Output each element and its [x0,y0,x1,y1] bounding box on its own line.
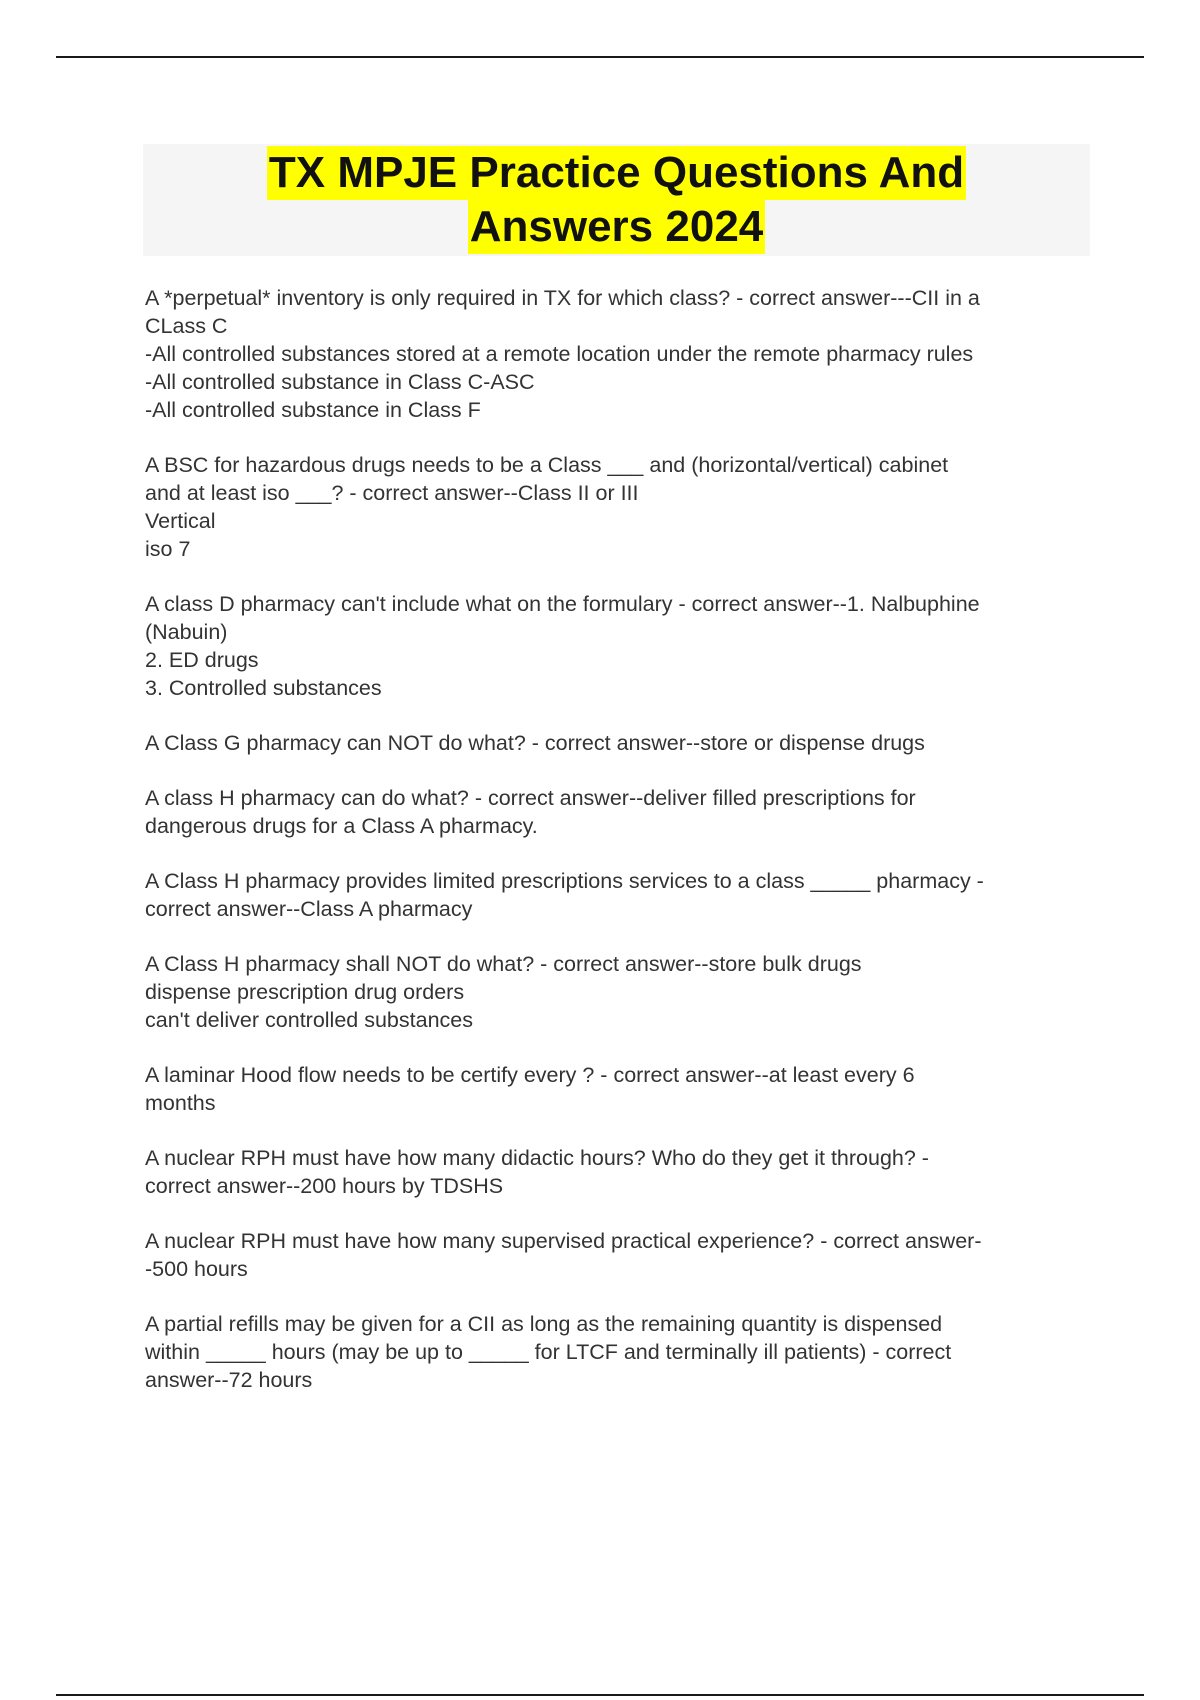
qa-entry [145,1310,1095,1394]
qa-question-line: A Class G pharmacy can NOT do what? - correct answer--store or dispense drugs [145,731,925,755]
footer-rule [56,1694,1144,1696]
qa-entry [145,729,1095,757]
qa-entry [145,1227,1095,1283]
qa-entry [145,1144,1095,1200]
qa-question-line: A partial refills may be given for a CII as long as the remaining quantity is dispensed [145,1312,943,1336]
qa-answer-line: iso 7 [145,537,191,561]
qa-answer-line: within _____ hours (may be up to _____ for LTCF and terminally ill patients) - correct [145,1340,952,1364]
qa-answer-line: correct answer--200 hours by TDSHS [145,1174,504,1198]
qa-question-line: A Class H pharmacy provides limited prescriptions services to a class _____ pharmacy - [145,869,984,893]
qa-answer-line: 2. ED drugs [145,648,259,672]
qa-answer-line: -All controlled substance in Class C-ASC [145,370,535,394]
qa-answer-line: -All controlled substance in Class F [145,398,481,422]
qa-answer-line: dispense prescription drug orders [145,980,465,1004]
header-rule [56,56,1144,58]
title-block [143,144,1090,256]
qa-question-line: A nuclear RPH must have how many didactic hours? Who do they get it through? - [145,1146,929,1170]
qa-question-line: A class D pharmacy can't include what on the formulary - correct answer--1. Nalbuphine [145,592,980,616]
qa-answer-line: 3. Controlled substances [145,676,382,700]
qa-answer-line: -500 hours [145,1257,248,1281]
qa-question-line: A BSC for hazardous drugs needs to be a Class ___ and (horizontal/vertical) cabinet [145,453,949,477]
qa-answer-line: CLass C [145,314,228,338]
qa-entry [145,590,1095,702]
qa-answer-line: months [145,1091,216,1115]
qa-answer-line: Vertical [145,509,216,533]
qa-entry [145,950,1095,1034]
qa-question-line: A *perpetual* inventory is only required in TX for which class? - correct answer---CII in a [145,286,980,310]
qa-answer-line: answer--72 hours [145,1368,313,1392]
qa-list [145,284,1095,1421]
qa-question-line: A Class H pharmacy shall NOT do what? - correct answer--store bulk drugs [145,952,862,976]
qa-question-line: A laminar Hood flow needs to be certify every ? - correct answer--at least every 6 [145,1063,915,1087]
qa-entry [145,1061,1095,1117]
document-title-line-1: TX MPJE Practice Questions And [267,146,966,200]
qa-answer-line: (Nabuin) [145,620,228,644]
qa-question-line: A class H pharmacy can do what? - correct answer--deliver filled prescriptions for [145,786,916,810]
qa-answer-line: and at least iso ___? - correct answer--Class II or III [145,481,639,505]
qa-entry [145,784,1095,840]
qa-entry [145,451,1095,563]
qa-answer-line: -All controlled substances stored at a remote location under the remote pharmacy rules [145,342,974,366]
qa-entry [145,284,1095,424]
qa-answer-line: correct answer--Class A pharmacy [145,897,473,921]
qa-answer-line: dangerous drugs for a Class A pharmacy. [145,814,538,838]
document-title-line-2: Answers 2024 [468,200,766,254]
qa-question-line: A nuclear RPH must have how many supervised practical experience? - correct answer- [145,1229,982,1253]
qa-entry [145,867,1095,923]
qa-answer-line: can't deliver controlled substances [145,1008,473,1032]
